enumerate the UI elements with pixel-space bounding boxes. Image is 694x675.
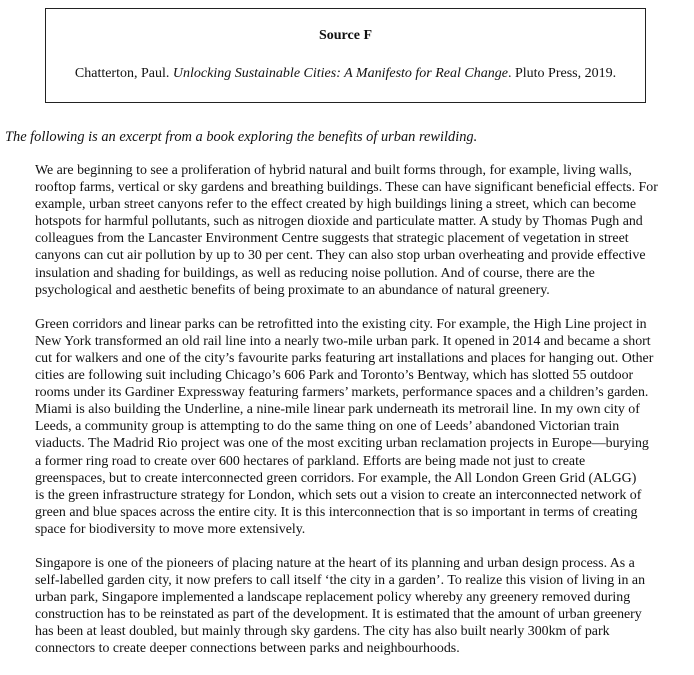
text-line: Miami is also building the Underline, a nine-mile linear park underneath its metrorail line. In my own city of [35,402,640,418]
text-line: hotspots for harmful pollutants, such as nitrogen dioxide and particulate matter. A study by Thomas Pugh and [35,214,643,230]
text-line: urban park, Singapore implemented a landscape replacement policy whereby any greenery removed during [35,590,631,606]
text-line: cut for walkers and one of the city’s favourite parks featuring art installations and places for hanging out. Other [35,350,654,366]
source-title: Source F [318,28,372,43]
text-line: Singapore is one of the pioneers of placing nature at the heart of its planning and urban design process. As a [35,555,635,571]
intro-text: The following is an excerpt from a book exploring the benefits of urban rewilding. [5,129,478,145]
text-line: rooftop farms, vertical or sky gardens and breathing buildings. These can have significant beneficial effects. For [35,180,658,196]
text-line: a former ring road to create over 600 hectares of parkland. Efforts are being made not just to create [35,453,586,469]
text-line: self-labelled garden city, it now prefers to call itself ‘the city in a garden’. To realize this vision of living in an [35,573,646,589]
text-line: greenspaces, but to create interconnected green corridors. For example, the All London Green Grid (ALGG) [35,470,637,486]
text-line: Leeds, a community group is attempting to do the same thing on one of Leeds’ abandoned Victorian train [35,419,620,435]
text-line: colleagues from the Lancaster Environment Centre suggests that strategic placement of vegetation in street [35,231,629,247]
text-line: cities are following suit including Chicago’s 606 Park and Toronto’s Bentway, which has slotted 55 outdoor [35,368,634,384]
citation [46,66,645,82]
text-line: connectors to create deeper connections between parks and neighbourhoods. [35,641,460,657]
text-line: rooms under its Gardiner Expressway featuring farmers’ markets, performance spaces and a children’s garden. [35,385,649,401]
text-line: example, urban street canyons refer to the effect created by high buildings lining a street, which can become [35,197,637,213]
paragraph-2 [35,316,690,538]
text-line: viaducts. The Madrid Rio project was one of the most exciting urban reclamation projects in Europe—burying [35,436,649,452]
paragraph-3 [35,555,690,658]
source-box [45,8,646,103]
text-line: construction has to be reinstated as part of the development. It is estimated that the amount of urban greenery [35,607,642,623]
citation-publisher: . Pluto Press, 2019. [507,66,617,81]
citation-book-title: Unlocking Sustainable Cities: A Manifesto for Real Change [172,66,508,81]
text-line: New York transformed an old rail line into a nearly two-mile urban park. It opened in 2014 and became a short [35,333,651,349]
text-line: is the green infrastructure strategy for London, which sets out a vision to create an interconnected network of [35,487,642,503]
text-line: insulation and shading for buildings, as well as reducing noise pollution. And of course, there are the [35,265,595,281]
text-line: green and blue spaces across the entire city. It is this interconnection that is so important in terms of creating [35,504,638,520]
citation-author: Chatterton, Paul. [74,66,170,81]
text-line: We are beginning to see a proliferation of hybrid natural and built forms through, for example, living walls, [35,163,632,178]
text-line: Green corridors and linear parks can be retrofitted into the existing city. For example, the High Line project in [35,316,647,332]
text-line: psychological and aesthetic benefits of being proximate to an abundance of natural greenery. [35,282,550,298]
text-line: canyons can cut air pollution by up to 30 per cent. They can also stop urban overheating and provide effective [35,248,646,264]
text-line: space for biodiversity to move more extensively. [35,521,306,537]
text-line: has been at least doubled, but mainly through sky gardens. The city has also built nearly 300km of park [35,624,610,640]
paragraph-1 [35,162,690,299]
excerpt-body [35,162,690,675]
